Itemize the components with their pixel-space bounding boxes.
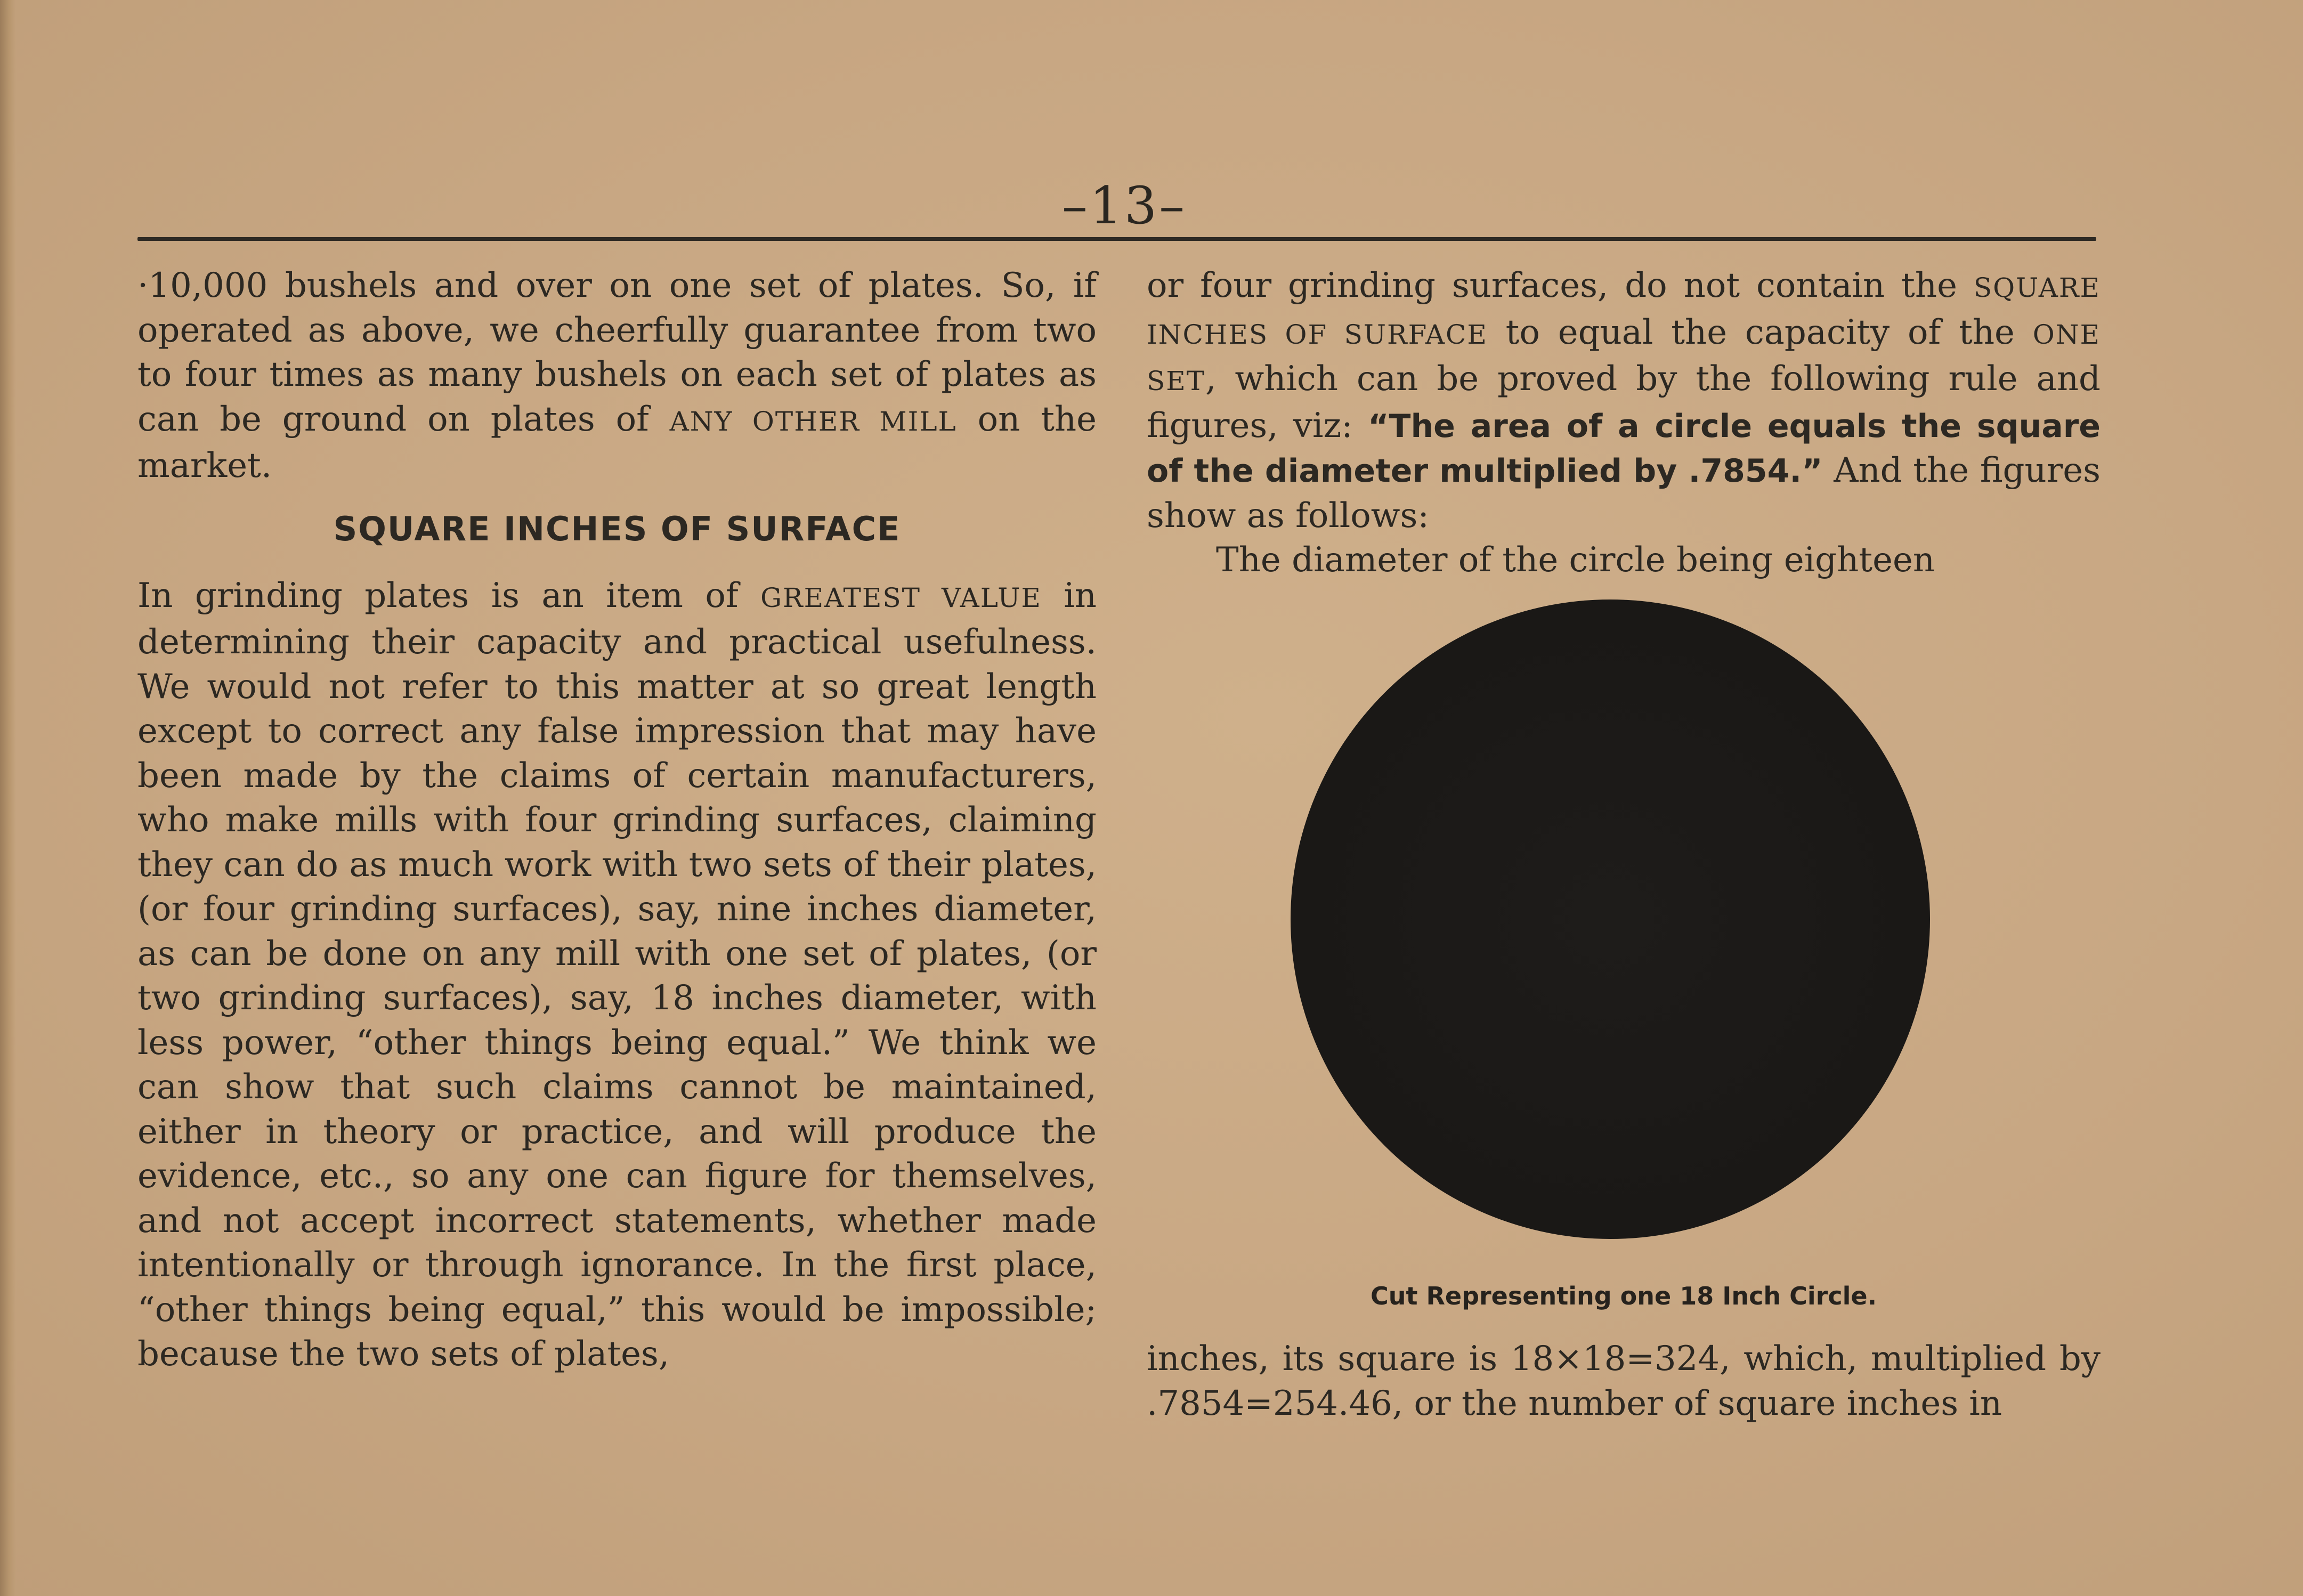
circle-figure [1147,586,2101,1332]
area-rule-quote: “The area of a circle equals the square of the diameter multiplied by .7854.” [1147,407,2101,490]
left-paragraph-1 [137,264,1097,489]
right-p1-smallcaps-2: ONE SET [1147,319,2101,396]
left-p1-text-b: on the market. [137,399,1097,485]
right-column [1147,264,2101,583]
page-number: –13– [1061,176,1187,236]
right-p1-text-a: or four grinding surfaces, do not contain the [1147,266,1974,305]
left-paragraph-2 [137,574,1097,1377]
right-p1-text-b: to equal the capacity of the [1487,312,2033,352]
right-p1-text-d: And the figures show as follows: [1147,451,2101,536]
header-rule [137,237,2096,241]
left-p1-text-a: ·10,000 bushels and over on one set of plates. So, if operated as above, we cheerfully guarantee from two to four times as many bushels on each set of plates as can be ground on plates of [137,266,1097,439]
left-p2-smallcaps: GREATEST VALUE [760,582,1042,613]
section-heading: SQUARE INCHES OF SURFACE [333,509,901,548]
right-paragraph-2: The diameter of the circle being eighteen [1216,540,1935,580]
book-spine-shadow [0,0,16,1596]
right-p1-smallcaps-1: SQUARE INCHES OF SURFACE [1147,272,2101,350]
left-p2-text-a: In grinding plates is an item of [137,576,761,615]
left-p1-smallcaps: ANY OTHER MILL [669,406,957,437]
right-p1-text-c: , which can be proved by the following rule and figures, viz: [1147,359,2101,445]
right-paragraph-3: inches, its square is 18×18=324, which, multiplied by .7854=254.46, or the number of square inches in [1147,1339,2101,1423]
figure-caption: Cut Representing one 18 Inch Circle. [1370,1282,1877,1310]
left-column [137,264,1097,1377]
right-paragraph-1 [1147,264,2101,538]
left-p2-text-b: in determining their capacity and practical usefulness. We would not refer to this matter at so great length except to correct any false impression that may have been made by the claims of certain manufacturers, who make mills with four grinding surfaces, claiming they can do as much work with two sets of their plates, (or four grinding surfaces), say, nine inches diameter, as can be done on any mill with one set of plates, (or two grinding surfaces), say, 18 inches diameter, with less power, “other things being equal.” We think we can show that such claims cannot be maintained, either in theory or practice, and will produce the evidence, etc., so any one can figure for themselves, and not accept incorrect statements, whether made intentionally or through ignorance. In the first place, “other things being equal,” this would be impossible; because the two sets of plates, [137,576,1097,1374]
eighteen-inch-circle [1291,599,1930,1239]
